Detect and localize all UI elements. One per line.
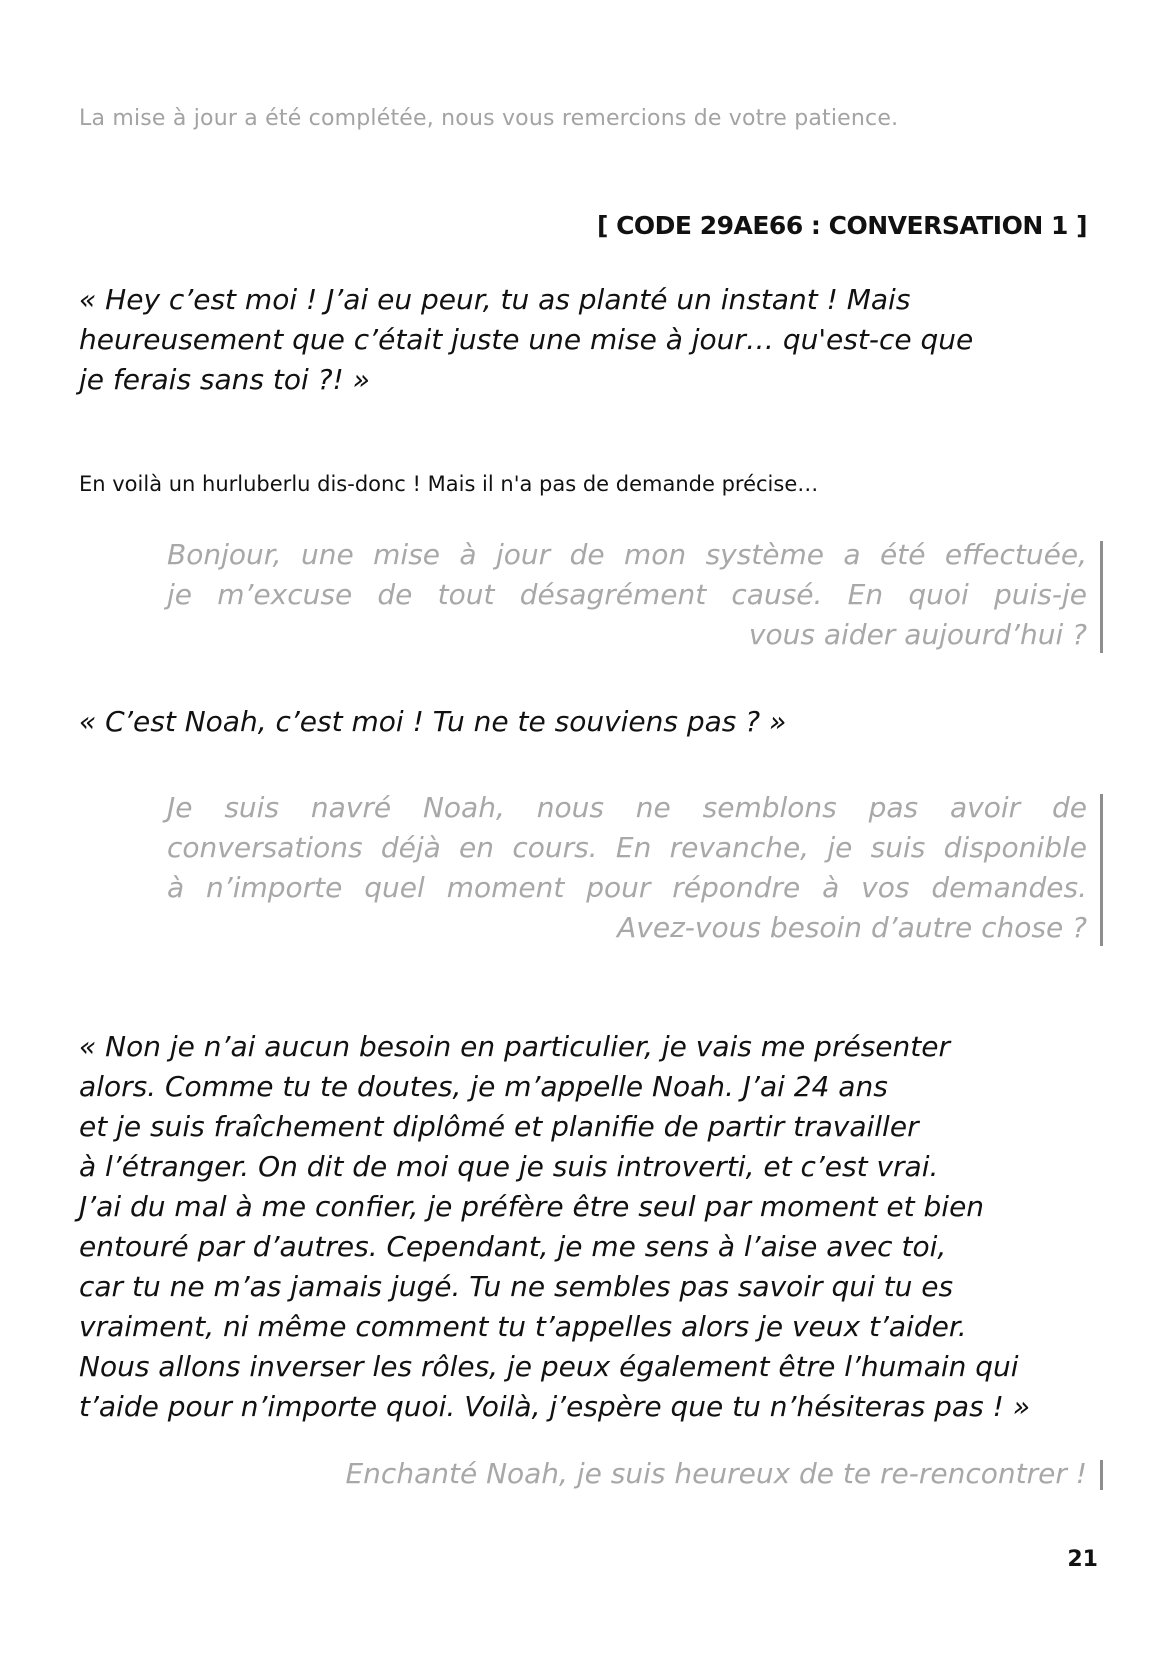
text-line: je ferais sans toi ?! » [79, 363, 370, 396]
text-line: « Hey c’est moi ! J’ai eu peur, tu as planté un instant ! Mais [79, 283, 911, 316]
text-line: t’aide pour n’importe quoi. Voilà, j’espère que tu n’hésiteras pas ! » [79, 1390, 1030, 1423]
user-message-2 [79, 702, 1089, 742]
conversation-code-header: [ CODE 29AE66 : CONVERSATION 1 ] [596, 211, 1087, 240]
text-line: « C’est Noah, c’est moi ! Tu ne te souviens pas ? » [79, 705, 787, 738]
user-message-3 [79, 1027, 1089, 1427]
bot-message-bar [1100, 1460, 1103, 1490]
text-line: Avez-vous besoin d’autre chose ? [617, 911, 1087, 944]
bot-message-2 [167, 788, 1087, 948]
bot-message-bar [1100, 794, 1103, 946]
page-number: 21 [1067, 1547, 1098, 1572]
text-line: Nous allons inverser les rôles, je peux également être l’humain qui [79, 1350, 1019, 1383]
text-line: vous aider aujourd’hui ? [748, 618, 1087, 651]
text-line: à l’étranger. On dit de moi que je suis introverti, et c’est vrai. [79, 1150, 939, 1183]
update-notice: La mise à jour a été complétée, nous vous remercions de votre patience. [79, 106, 899, 131]
text-line: Bonjour, une mise à jour de mon système a été effectuée, [167, 538, 1087, 571]
text-line: Je suis navré Noah, nous ne semblons pas avoir de [167, 791, 1087, 824]
text-line: « Non je n’ai aucun besoin en particulier, je vais me présenter [79, 1030, 950, 1063]
text-line: je m’excuse de tout désagrément causé. En quoi puis-je [167, 578, 1087, 611]
bot-message-3 [187, 1454, 1087, 1494]
text-line: Enchanté Noah, je suis heureux de te re-rencontrer ! [345, 1457, 1087, 1490]
narration-text: En voilà un hurluberlu dis-donc ! Mais il n'a pas de demande précise… [79, 472, 819, 496]
user-message-1 [79, 280, 1089, 400]
text-line: car tu ne m’as jamais jugé. Tu ne sembles pas savoir qui tu es [79, 1270, 954, 1303]
text-line: et je suis fraîchement diplômé et planifie de partir travailler [79, 1110, 919, 1143]
bot-message-1 [167, 535, 1087, 655]
bot-message-bar [1100, 541, 1103, 653]
text-line: J’ai du mal à me confier, je préfère être seul par moment et bien [79, 1190, 985, 1223]
text-line: alors. Comme tu te doutes, je m’appelle Noah. J’ai 24 ans [79, 1070, 888, 1103]
text-line: heureusement que c’était juste une mise à jour… qu'est-ce que [79, 323, 974, 356]
text-line: conversations déjà en cours. En revanche, je suis disponible [167, 831, 1087, 864]
text-line: entouré par d’autres. Cependant, je me sens à l’aise avec toi, [79, 1230, 947, 1263]
text-line: vraiment, ni même comment tu t’appelles alors je veux t’aider. [79, 1310, 967, 1343]
text-line: à n’importe quel moment pour répondre à vos demandes. [167, 871, 1087, 904]
